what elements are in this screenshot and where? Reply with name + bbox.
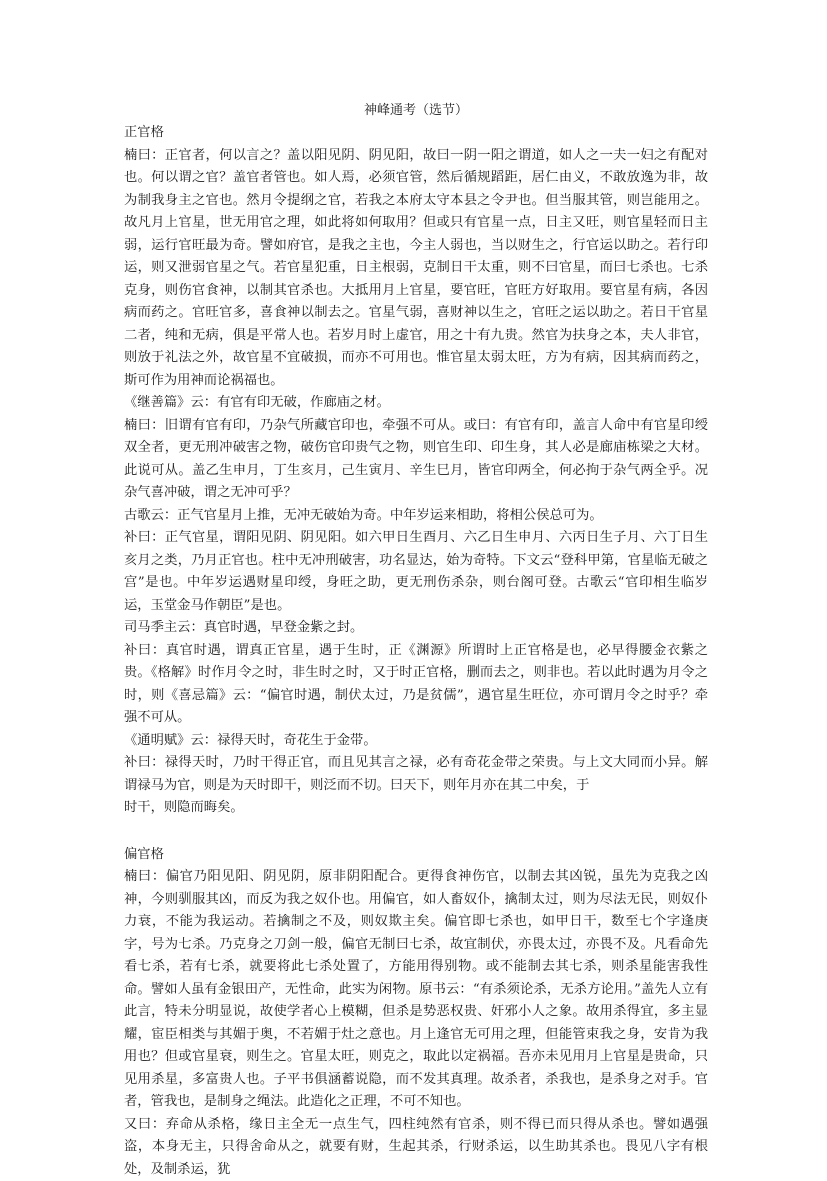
paragraph: 司马季主云：真官时遇，早登金紫之封。 bbox=[124, 617, 708, 640]
paragraph: 《通明赋》云：禄得天时，奇花生于金带。 bbox=[124, 730, 708, 753]
paragraph: 时干，则隐而晦矣。 bbox=[124, 797, 708, 820]
paragraph: 补曰：正气官星，谓阳见阴、阴见阳。如六甲日生酉月、六乙日生申月、六丙日生子月、六丁日生亥月之类，乃月正官也。柱中无冲刑破害，功名显达，始为奇特。下文云“登科甲第，官星临无破之宫”是也。中年岁运遇财星印绶，身旺之助，更无刑伤杀杂，则台阁可登。古歌云“官印相生临岁运，玉堂金马作朝臣”是也。 bbox=[124, 527, 708, 617]
section-pianguan bbox=[124, 844, 708, 1181]
paragraph: 楠曰：正官者，何以言之？盖以阳见阴、阴见阳，故曰一阴一阳之谓道，如人之一夫一妇之有配对也。何以谓之官？盖官者管也。如人焉，必须官管，然后循规蹈距，居仁由义，不敢放逸为非，故为制我身主之官也。然月令提纲之官，若我之本府太守本县之令尹也。但当服其管，则岂能用之。故凡月上官星，世无用官之理，如此将如何取用？但或只有官星一点，日主又旺，则官星轻而日主弱，运行官旺最为奇。譬如府官，是我之主也，今主人弱也，当以财生之，行官运以助之。若行印运，则又泄弱官星之气。若官星犯重，日主根弱，克制日干太重，则不曰官星，而曰七杀也。七杀克身，则伤官食神，以制其官杀也。大抵用月上官星，要官旺，官旺方好取用。要官星有病，各因病而药之。官旺官多，喜食神以制去之。官星气弱，喜财神以生之，官旺之运以助之。若日干官星二者，纯和无病，俱是平常人也。若岁月时上虚官，用之十有九贵。然官为扶身之本，夫人非官，则放于礼法之外，故官星不宜破损，而亦不可用也。惟官星太弱太旺，方为有病，因其病而药之，斯可作为用神而论祸福也。 bbox=[124, 145, 708, 393]
section-heading: 正官格 bbox=[124, 122, 708, 145]
document-page bbox=[124, 100, 708, 1181]
paragraph: 补曰：真官时遇，谓真正官星，遇于生时，正《渊源》所谓时上正官格是也，必早得腰金衣紫之贵。《格解》时作月令之时，非生时之时，又于时正官格，删而去之，则非也。若以此时遇为月令之时，则《喜忌篇》云：“偏官时遇，制伏太过，乃是贫儒”，遇官星生旺位，亦可谓月令之时乎？牵强不可从。 bbox=[124, 640, 708, 730]
paragraph: 古歌云：正气官星月上推，无冲无破始为奇。中年岁运来相助，将相公侯总可为。 bbox=[124, 505, 708, 528]
document-title: 神峰通考（选节） bbox=[124, 100, 708, 122]
section-spacer bbox=[124, 820, 708, 844]
paragraph: 又曰：弃命从杀格，缘日主全无一点生气，四柱纯然有官杀，则不得已而只得从杀也。譬如遇强盗，本身无主，只得舍命从之，就要有财，生起其杀，行财杀运，以生助其杀也。畏见八字有根处，及制杀运，犹 bbox=[124, 1114, 708, 1181]
paragraph: 楠曰：偏官乃阳见阳、阴见阴，原非阴阳配合。更得食神伤官，以制去其凶锐，虽先为克我之凶神，今则驯服其凶，而反为我之奴仆也。用偏官，如人畜奴仆，擒制太过，则为尽法无民，则奴仆力衰，不能为我运动。若擒制之不及，则奴欺主矣。偏官即七杀也，如甲日干，数至七个字逢庚字，号为七杀。乃克身之刀剑一般，偏官无制曰七杀，故宜制伏，亦畏太过，亦畏不及。凡看命先看七杀，若有七杀，就要将此七杀处置了，方能用得别物。或不能制去其七杀，则杀星能害我性命。譬如人虽有金银田产，无性命，此实为闲物。原书云：“有杀须论杀，无杀方论用。”盖先人立有此言，特未分明显说，故使学者心上模糊，但杀是势恶权贵、奸邪小人之象。故用杀得宜，多主显耀，宦臣相类与其媚于奥，不若媚于灶之意也。月上逢官无可用之理，但能管束我之身，安肯为我用也？但或官星衰，则生之。官星太旺，则克之，取此以定祸福。吾亦未见用月上官星是贵命，只见用杀星，多富贵人也。子平书俱涵蓄说隐，而不发其真理。故杀者，杀我也，是杀身之对手。官者，管我也，是制身之绳法。此造化之正理，不可不知也。 bbox=[124, 866, 708, 1114]
paragraph: 补曰：禄得天时，乃时干得正官，而且见其言之禄，必有奇花金带之荣贵。与上文大同而小异。解谓禄马为官，则是为天时即干，则泛而不切。曰天下，则年月亦在其二中矣，于 bbox=[124, 752, 708, 797]
section-heading: 偏官格 bbox=[124, 844, 708, 867]
section-zhengguan bbox=[124, 122, 708, 820]
paragraph: 《继善篇》云：有官有印无破，作廊庙之材。 bbox=[124, 392, 708, 415]
paragraph: 楠曰：旧谓有官有印，乃杂气所藏官印也，牵强不可从。或曰：有官有印，盖言人命中有官星印绶双全者，更无刑冲破害之物，破伤官印贵气之物，则官生印、印生身，其人必是廊庙栋梁之大材。此说可从。盖乙生申月，丁生亥月，己生寅月、辛生巳月，皆官印两全，何必拘于杂气两全乎。况杂气喜冲破，谓之无冲可乎？ bbox=[124, 415, 708, 505]
